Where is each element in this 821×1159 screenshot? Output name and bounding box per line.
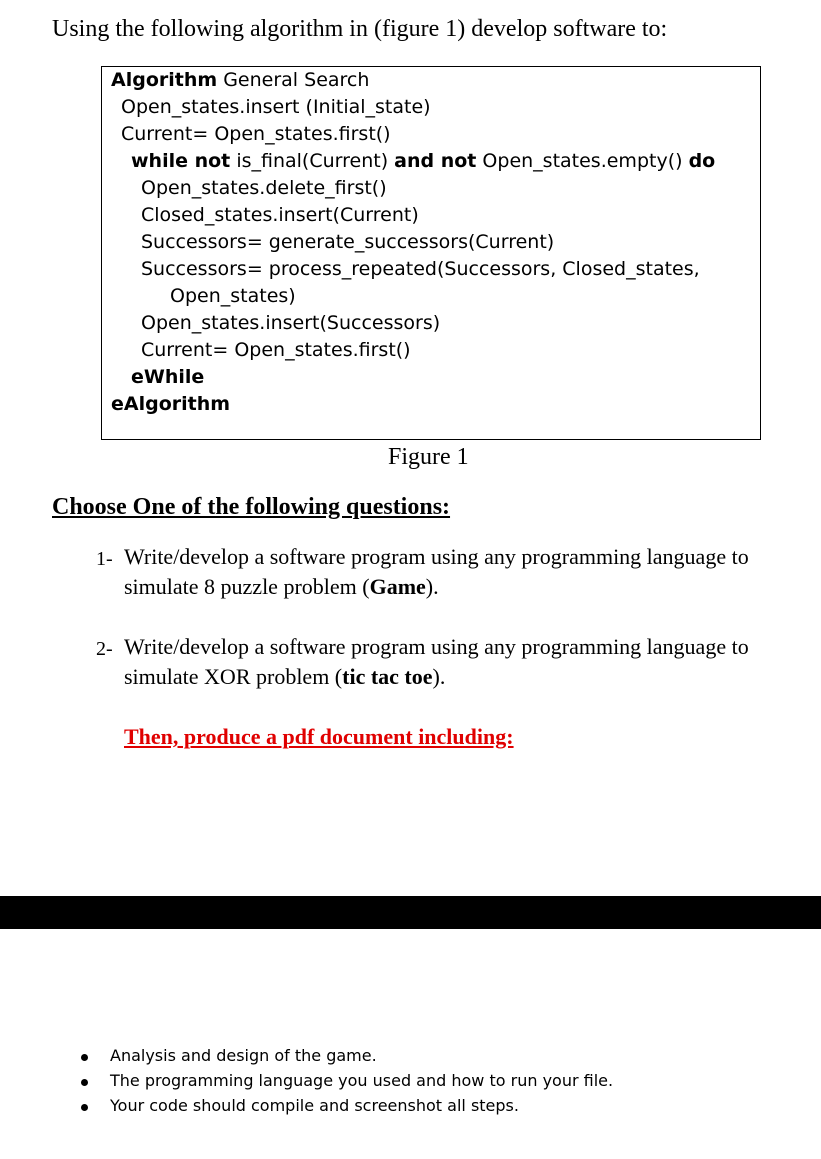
question-1-number: 1-	[96, 548, 113, 570]
algo-line-10: Open_states.insert(Successors)	[141, 312, 441, 334]
algo-line-13: eAlgorithm	[111, 393, 231, 415]
bullet-text-1: Analysis and design of the game.	[110, 1046, 377, 1065]
algo-line-5: Open_states.delete_first()	[141, 177, 387, 199]
algo-line-1: Algorithm General Search	[111, 69, 370, 91]
algorithm-box	[101, 66, 761, 440]
question-1-line-2: simulate 8 puzzle problem (Game).	[124, 574, 439, 599]
algo-line-3: Current= Open_states.first()	[121, 123, 391, 145]
algo-line-9: Open_states)	[170, 285, 296, 307]
question-1-text	[124, 542, 749, 602]
question-2-line-2: simulate XOR problem (tic tac toe).	[124, 664, 446, 689]
bullet-dot-icon	[81, 1079, 88, 1086]
algo-line-12: eWhile	[131, 366, 205, 388]
algo-line-6: Closed_states.insert(Current)	[141, 204, 419, 226]
bullet-dot-icon	[81, 1054, 88, 1061]
redaction-bar	[0, 896, 821, 929]
figure-caption: Figure 1	[388, 444, 469, 470]
algo-line-2: Open_states.insert (Initial_state)	[121, 96, 431, 118]
algo-line-4: while not is_final(Current) and not Open_states.empty() do	[131, 150, 716, 172]
then-instruction: Then, produce a pdf document including:	[124, 724, 514, 749]
question-2-number: 2-	[96, 638, 113, 660]
algo-line-7: Successors= generate_successors(Current)	[141, 231, 555, 253]
bullet-text-2: The programming language you used and how to run your file.	[110, 1071, 614, 1090]
choose-heading: Choose One of the following questions:	[52, 494, 451, 520]
algo-line-11: Current= Open_states.first()	[141, 339, 411, 361]
algo-line-8: Successors= process_repeated(Successors, Closed_states,	[141, 258, 700, 280]
bullet-dot-icon	[81, 1104, 88, 1111]
bullet-text-3: Your code should compile and screenshot all steps.	[110, 1096, 519, 1115]
question-2-line-1: Write/develop a software program using any programming language to	[124, 634, 749, 659]
question-2-text	[124, 632, 749, 692]
question-1-line-1: Write/develop a software program using any programming language to	[124, 544, 749, 569]
intro-text: Using the following algorithm in (figure 1) develop software to:	[52, 16, 668, 42]
